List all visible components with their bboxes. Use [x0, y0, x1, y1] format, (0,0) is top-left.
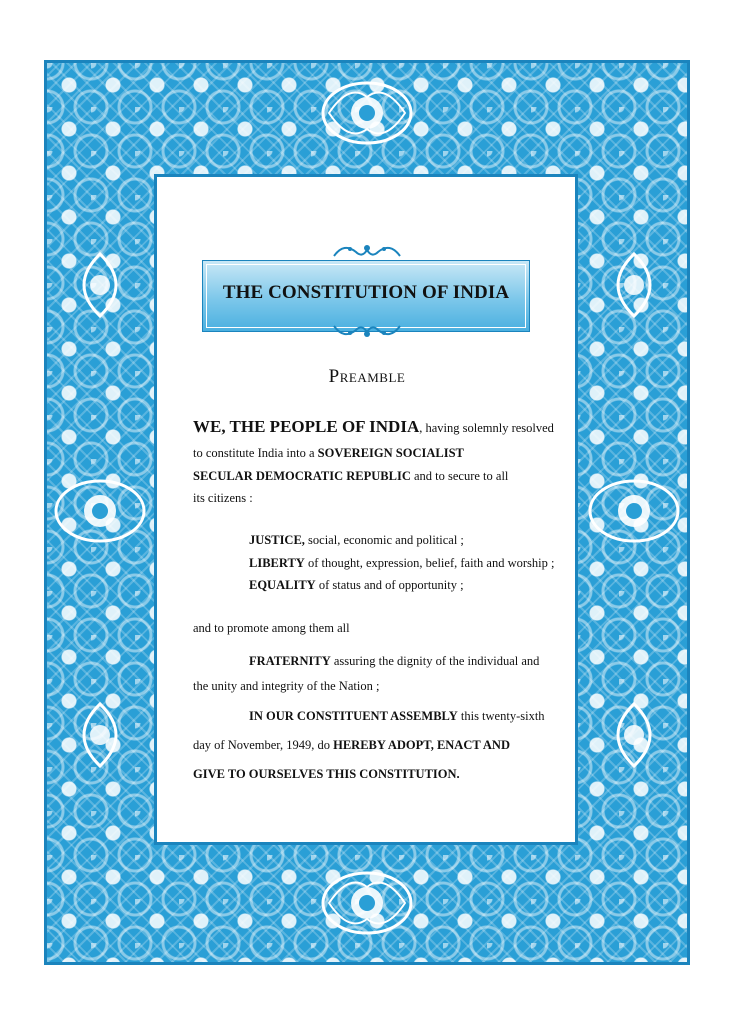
- promote-line: and to promote among them all: [193, 621, 350, 635]
- left-medallion-ornament-icon: [52, 476, 148, 546]
- left-lower-ornament-icon: [52, 700, 148, 770]
- date-line: [193, 738, 510, 753]
- final-line: [193, 767, 460, 782]
- unity-line: the unity and integrity of the Nation ;: [193, 679, 380, 693]
- final-line-bold: GIVE TO OURSELVES THIS CONSTITUTION.: [193, 767, 460, 781]
- line-3-rest: and to secure to all: [410, 469, 509, 483]
- preamble-line-2: [193, 446, 464, 461]
- ideal-liberty-rest: of thought, expression, belief, faith and worship ;: [304, 556, 555, 570]
- fraternity-bold: FRATERNITY: [249, 654, 331, 668]
- fraternity-line: [249, 654, 539, 669]
- ideal-liberty-bold: LIBERTY: [249, 556, 305, 570]
- line-3-bold: SECULAR DEMOCRATIC REPUBLIC: [193, 469, 411, 483]
- line-2-plain: to constitute India into a: [193, 446, 318, 460]
- line-2-bold: SOVEREIGN SOCIALIST: [317, 446, 464, 460]
- left-upper-ornament-icon: [52, 250, 148, 320]
- assembly-line: [249, 709, 545, 724]
- document-title: THE CONSTITUTION OF INDIA: [222, 282, 510, 303]
- ideal-liberty: [249, 556, 554, 571]
- top-swirl-ornament-icon: [330, 240, 404, 262]
- ideal-justice: [249, 533, 464, 548]
- preamble-heading: Preamble: [328, 366, 406, 387]
- bottom-swirl-ornament-icon: [330, 320, 404, 342]
- ideal-equality-rest: of status and of opportunity ;: [315, 578, 464, 592]
- line-1-rest: , having solemnly resolved: [419, 421, 554, 435]
- assembly-rest: this twenty-sixth: [457, 709, 545, 723]
- assembly-bold: IN OUR CONSTITUENT ASSEMBLY: [249, 709, 458, 723]
- date-line-plain: day of November, 1949, do: [193, 738, 334, 752]
- top-medallion-ornament-icon: [319, 78, 415, 148]
- ideal-justice-rest: social, economic and political ;: [304, 533, 464, 547]
- right-upper-ornament-icon: [586, 250, 682, 320]
- ideal-justice-bold: JUSTICE,: [249, 533, 305, 547]
- right-medallion-ornament-icon: [586, 476, 682, 546]
- ideal-equality: [249, 578, 464, 593]
- people-of-india-text: WE, THE PEOPLE OF INDIA: [193, 417, 420, 436]
- fraternity-rest: assuring the dignity of the individual and: [330, 654, 540, 668]
- date-line-bold: HEREBY ADOPT, ENACT AND: [333, 738, 510, 752]
- ideal-equality-bold: EQUALITY: [249, 578, 316, 592]
- preamble-line-4: its citizens :: [193, 491, 253, 505]
- preamble-line-1: [193, 417, 554, 437]
- right-lower-ornament-icon: [586, 700, 682, 770]
- preamble-line-3: [193, 469, 508, 484]
- bottom-medallion-ornament-icon: [319, 868, 415, 938]
